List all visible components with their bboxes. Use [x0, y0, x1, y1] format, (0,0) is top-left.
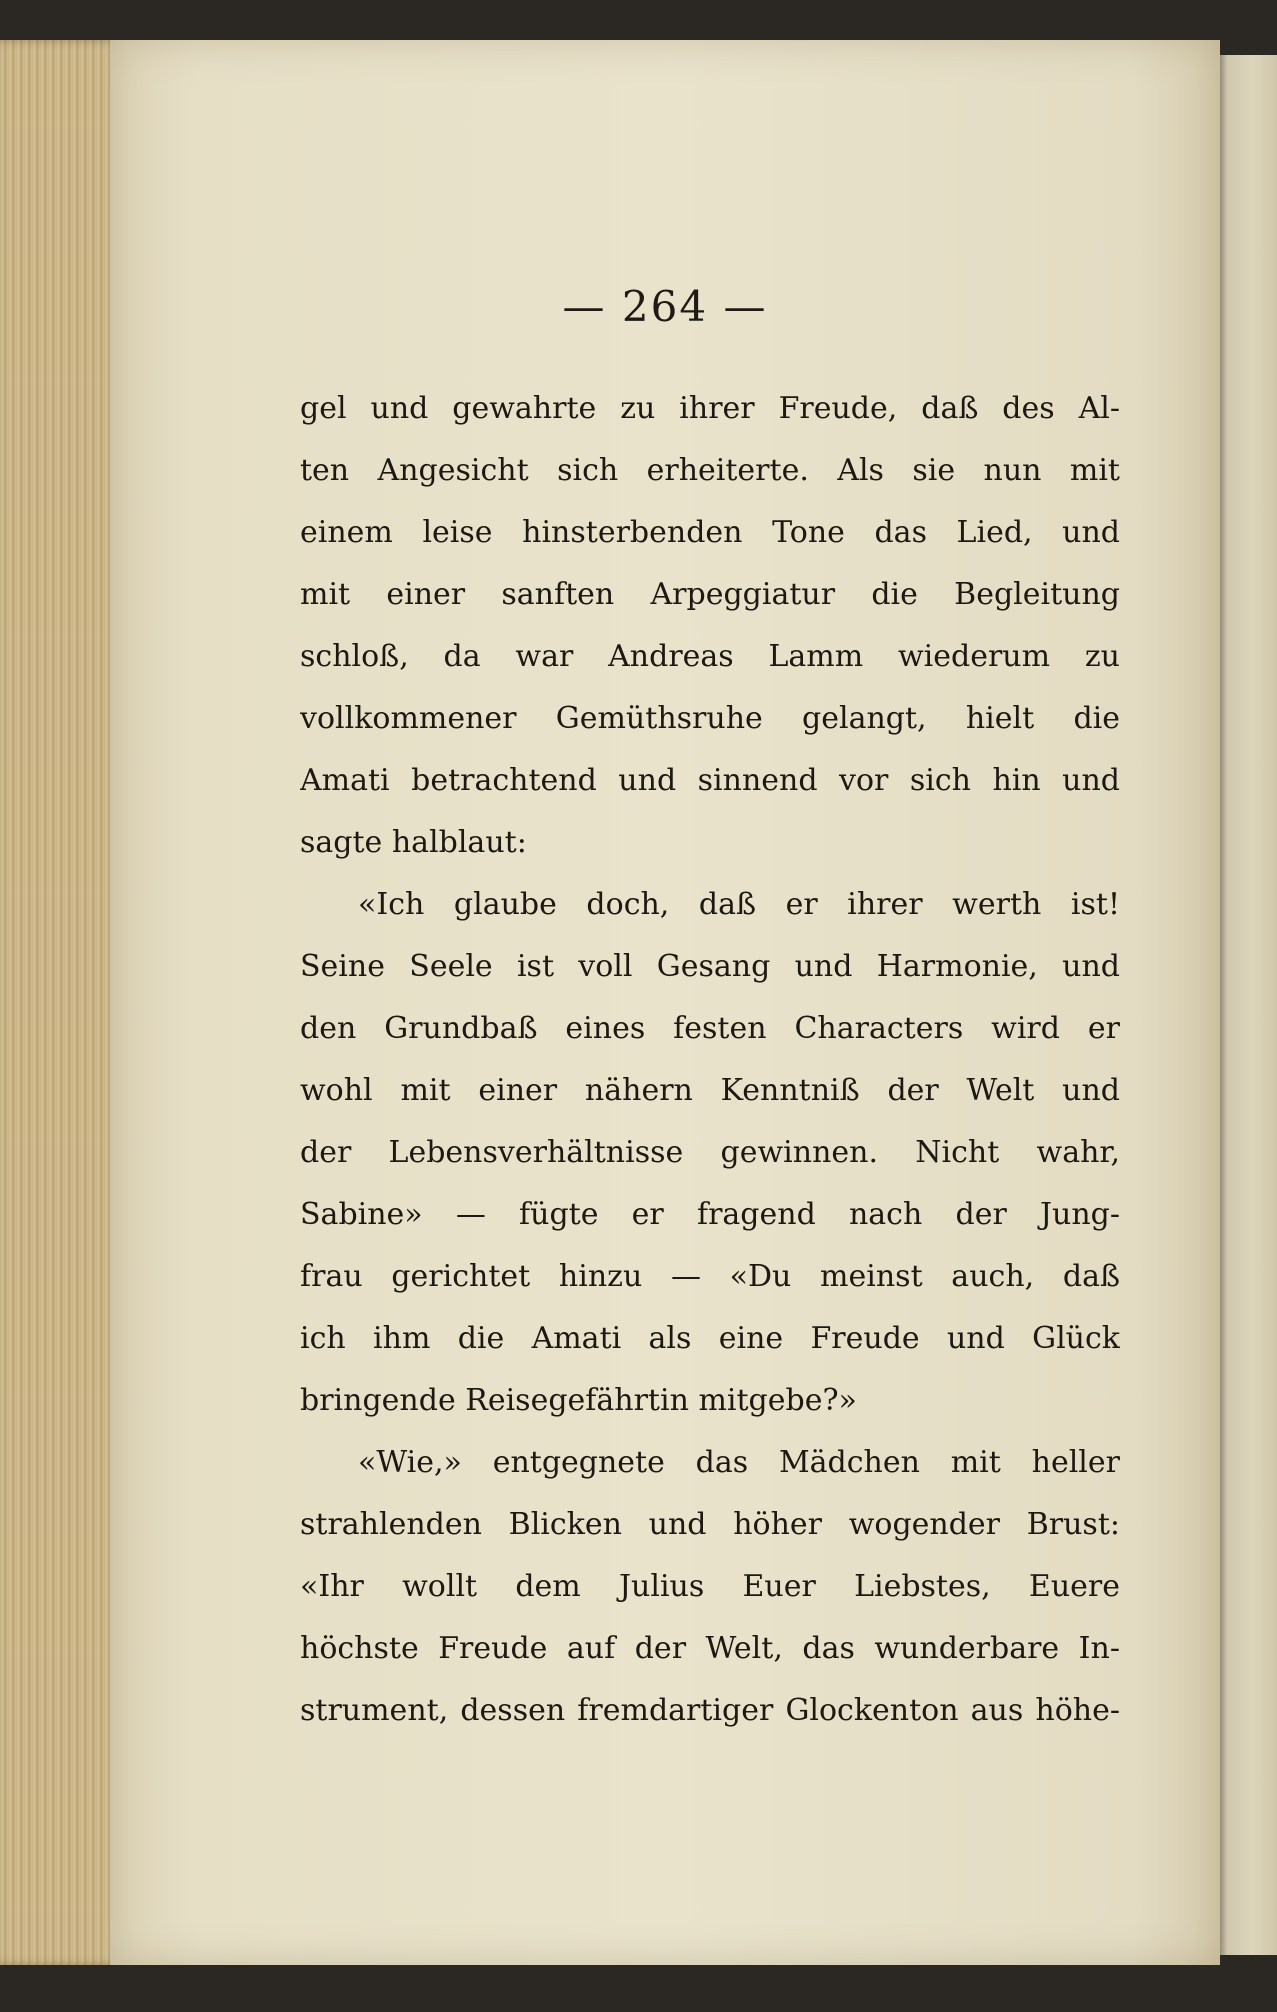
body-text: [300, 378, 1120, 1742]
text-line: «Ich glaube doch, daß er ihrer werth ist!: [358, 887, 1120, 922]
text-line: frau gerichtet hinzu — «Du meinst auch, daß: [300, 1259, 1120, 1294]
text-line: strahlenden Blicken und höher wogender Brust:: [300, 1507, 1120, 1542]
text-line: einem leise hinsterbenden Tone das Lied, und: [300, 515, 1120, 550]
text-line: Sabine» — fügte er fragend nach der Jung-: [300, 1197, 1120, 1232]
text-line: Amati betrachtend und sinnend vor sich hin und: [300, 763, 1120, 798]
text-line: schloß, da war Andreas Lamm wiederum zu: [300, 639, 1120, 674]
text-line: gel und gewahrte zu ihrer Freude, daß des Al-: [300, 391, 1120, 426]
text-line: wohl mit einer nähern Kenntniß der Welt und: [300, 1073, 1120, 1108]
header-dash-right: —: [723, 282, 768, 331]
page-number: 264: [621, 282, 709, 331]
text-line: vollkommener Gemüthsruhe gelangt, hielt die: [300, 701, 1120, 736]
next-page-edge: [1215, 55, 1277, 1955]
text-line: der Lebensverhältnisse gewinnen. Nicht wahr,: [300, 1135, 1120, 1170]
text-line: mit einer sanften Arpeggiatur die Begleitung: [300, 577, 1120, 612]
page-header: [110, 282, 1220, 331]
text-line: sagte halblaut:: [300, 825, 527, 860]
text-line: ich ihm die Amati als eine Freude und Glück: [300, 1321, 1120, 1356]
text-line: höchste Freude auf der Welt, das wunderbare In-: [300, 1631, 1120, 1666]
text-line: Seine Seele ist voll Gesang und Harmonie, und: [300, 949, 1120, 984]
text-line: den Grundbaß eines festen Characters wird er: [300, 1011, 1120, 1046]
text-line: «Wie,» entgegnete das Mädchen mit heller: [358, 1445, 1120, 1480]
text-line: bringende Reisegefährtin mitgebe?»: [300, 1383, 857, 1418]
header-dash-left: —: [562, 282, 607, 331]
text-line: strument, dessen fremdartiger Glockenton aus höhe-: [300, 1693, 1120, 1728]
text-line: ten Angesicht sich erheiterte. Als sie nun mit: [300, 453, 1120, 488]
text-line: «Ihr wollt dem Julius Euer Liebstes, Euere: [300, 1569, 1120, 1604]
